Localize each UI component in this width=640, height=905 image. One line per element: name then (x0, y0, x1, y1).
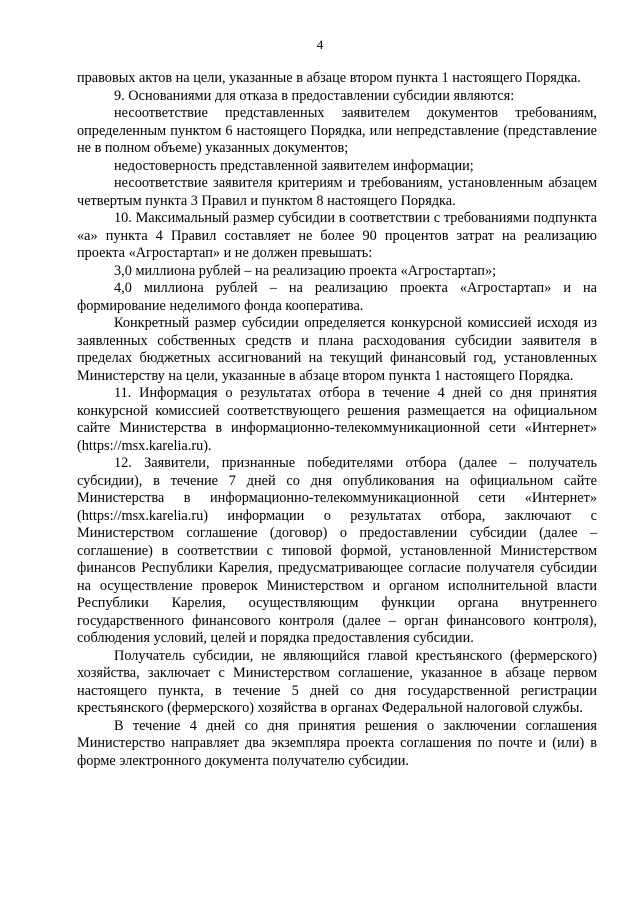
paragraph-refusal-ground-1: несоответствие представленных заявителем документов требованиям, определенным пунктом 6 настоящего Порядка, или непредставление (представление не в полном объеме) указанных документов; (77, 105, 597, 156)
paragraph-item-11: 11. Информация о результатах отбора в течение 4 дней со дня принятия конкурсной комиссией соответствующего решения размещается на официальном сайте Министерства в информационно-телекоммуникационной сети «Интернет» (https://msx.karelia.ru). (77, 385, 597, 454)
paragraph-item-12: 12. Заявители, признанные победителями отбора (далее – получатель субсидии), в течение 7 дней со дня опубликования на официальном сайте Министерства в информационно-телекоммуникационной сети «Интернет» (https://msx.karelia.ru) информации о результатах отбора, заключают с Министерством соглашение (договор) о предоставлении субсидии (далее – соглашение) в соответствии с типовой формой, установленной Министерством финансов Республики Карелия, предусматривающее согласие получателя субсидии на осуществление проверок Министерством и органом исполнительной власти Республики Карелия, осуществляющим функции органа внутреннего государственного финансового контроля (далее – орган финансового контроля), соблюдения условий, целей и порядка предоставления субсидии. (77, 455, 597, 646)
paragraph-limit-1: 3,0 миллиона рублей – на реализацию проекта «Агростартап»; (114, 262, 497, 279)
paragraph-item-9: 9. Основаниями для отказа в предоставлении субсидии являются: (114, 87, 515, 104)
paragraph-continuation: правовых актов на цели, указанные в абзаце втором пункта 1 настоящего Порядка. (77, 70, 581, 86)
paragraph-refusal-ground-3: несоответствие заявителя критериям и требованиям, установленным абзацем четвертым пункта 3 Правил и пунктом 8 настоящего Порядка. (77, 175, 597, 209)
page-number: 4 (316, 37, 324, 52)
paragraph-item-10: 10. Максимальный размер субсидии в соответствии с требованиями подпункта «а» пункта 4 Правил составляет не более 90 процентов затрат на реализацию проекта «Агростартап» и не должен превышать: (77, 210, 597, 261)
paragraph-agreement-dispatch: В течение 4 дней со дня принятия решения о заключении соглашения Министерство направляет два экземпляра проекта соглашения по почте и (или) в форме электронного документа получателю субсидии. (77, 717, 597, 769)
paragraph-refusal-ground-2: недостоверность представленной заявителем информации; (114, 157, 474, 174)
document-body (77, 70, 597, 770)
paragraph-recipient-agreement: Получатель субсидии, не являющийся главой крестьянского (фермерского) хозяйства, заключает с Министерством соглашение, указанное в абзаце первом настоящего пункта, в течение 5 дней со дня государственной регистрации крестьянского (фермерского) хозяйства в органах Федеральной налоговой службы. (77, 647, 597, 716)
paragraph-specific-amount: Конкретный размер субсидии определяется конкурсной комиссией исходя из заявленных собственных средств и плана расходования субсидии заявителя в пределах бюджетных ассигнований на текущий финансовый год, установленных Министерству на цели, указанные в абзаце втором пункта 1 настоящего Порядка. (77, 315, 597, 384)
paragraph-limit-2: 4,0 миллиона рублей – на реализацию проекта «Агростартап» и на формирование неделимого фонда кооператива. (77, 280, 597, 314)
